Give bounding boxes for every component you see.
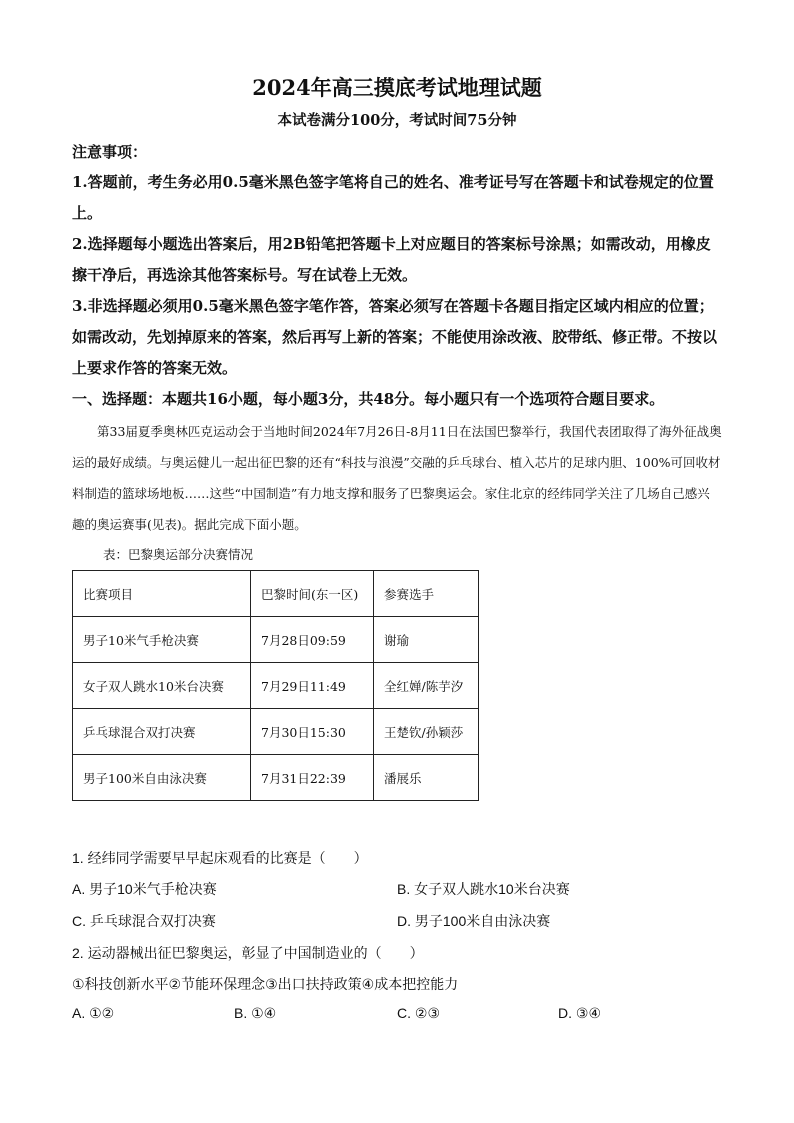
table-row <box>73 709 479 755</box>
question-2-option-b[interactable]: B. ①④ <box>234 1005 277 1021</box>
table-cell-time: 7月30日15:30 <box>251 709 374 755</box>
page-title: 2024年高三摸底考试地理试题 <box>252 75 542 100</box>
table-cell-event: 男子10米气手枪决赛 <box>73 617 251 663</box>
question-1-option-b[interactable]: B. 女子双人跳水10米台决赛 <box>397 881 570 897</box>
table-cell-event: 女子双人跳水10米台决赛 <box>73 663 251 709</box>
question-2-option-c[interactable]: C. ②③ <box>397 1005 440 1021</box>
question-1-option-a[interactable]: A. 男子10米气手枪决赛 <box>72 881 217 897</box>
table-cell-athlete: 王楚钦/孙颖莎 <box>374 709 479 755</box>
table-header-row <box>73 571 479 617</box>
table-cell-time: 7月31日22:39 <box>251 755 374 801</box>
notice-heading: 注意事项： <box>72 143 148 161</box>
table-header-cell: 比赛项目 <box>73 571 251 617</box>
question-2-option-d[interactable]: D. ③④ <box>558 1005 601 1021</box>
question-1-stem: 1. 经纬同学需要早早起床观看的比赛是（ ） <box>72 850 368 866</box>
table-row <box>73 663 479 709</box>
table-cell-athlete: 潘展乐 <box>374 755 479 801</box>
table-header-cell: 巴黎时间(东一区) <box>251 571 374 617</box>
table-cell-time: 7月28日09:59 <box>251 617 374 663</box>
table-cell-athlete: 全红婵/陈芋汐 <box>374 663 479 709</box>
page-subtitle: 本试卷满分100分，考试时间75分钟 <box>277 112 517 129</box>
table-header-cell: 参赛选手 <box>374 571 479 617</box>
question-2-stem: 2. 运动器械出征巴黎奥运，彰显了中国制造业的（ ） <box>72 945 424 961</box>
table-row <box>73 755 479 801</box>
table-row <box>73 617 479 663</box>
notice-item-1: 1.答题前，考生务必用0.5毫米黑色签字笔将自己的姓名、准考证号写在答题卡和试卷规定的位置上。 <box>72 173 714 222</box>
question-2-statements: ①科技创新水平②节能环保理念③出口扶持政策④成本把控能力 <box>72 976 459 992</box>
section-heading: 一、选择题：本题共16小题，每小题3分，共48分。每小题只有一个选项符合题目要求。 <box>72 390 665 408</box>
question-1-option-c[interactable]: C. 乒乓球混合双打决赛 <box>72 913 216 929</box>
table-caption: 表：巴黎奥运部分决赛情况 <box>103 547 254 562</box>
table-cell-event: 乒乓球混合双打决赛 <box>73 709 251 755</box>
question-2-option-a[interactable]: A. ①② <box>72 1005 115 1021</box>
table-cell-event: 男子100米自由泳决赛 <box>73 755 251 801</box>
notice-item-2: 2.选择题每小题选出答案后，用2B铅笔把答题卡上对应题目的答案标号涂黑；如需改动，用橡皮擦干净后，再选涂其他答案标号。写在试卷上无效。 <box>72 235 711 284</box>
table-cell-time: 7月29日11:49 <box>251 663 374 709</box>
question-1-option-d[interactable]: D. 男子100米自由泳决赛 <box>397 913 551 929</box>
notice-item-3: 3.非选择题必须用0.5毫米黑色签字笔作答，答案必须写在答题卡各题目指定区域内相应的位置；如需改动，先划掉原来的答案，然后再写上新的答案；不能使用涂改液、胶带纸、修正带。不按以上要求作答的答案无效。 <box>72 297 718 377</box>
reading-passage: 第33届夏季奥林匹克运动会于当地时间2024年7月26日-8月11日在法国巴黎举行，我国代表团取得了海外征战奥运的最好成绩。与奥运健儿一起出征巴黎的还有“科技与浪漫”交融的乒乓球台、植入芯片的足球内胆、100%可回收材料制造的篮球场地板……这些“中国制造”有力地支撑和服务了巴黎奥运会。家住北京的经纬同学关注了几场自己感兴趣的奥运赛事(见表)。据此完成下面小题。 <box>72 424 722 532</box>
table-cell-athlete: 谢瑜 <box>374 617 479 663</box>
results-table <box>72 570 479 801</box>
